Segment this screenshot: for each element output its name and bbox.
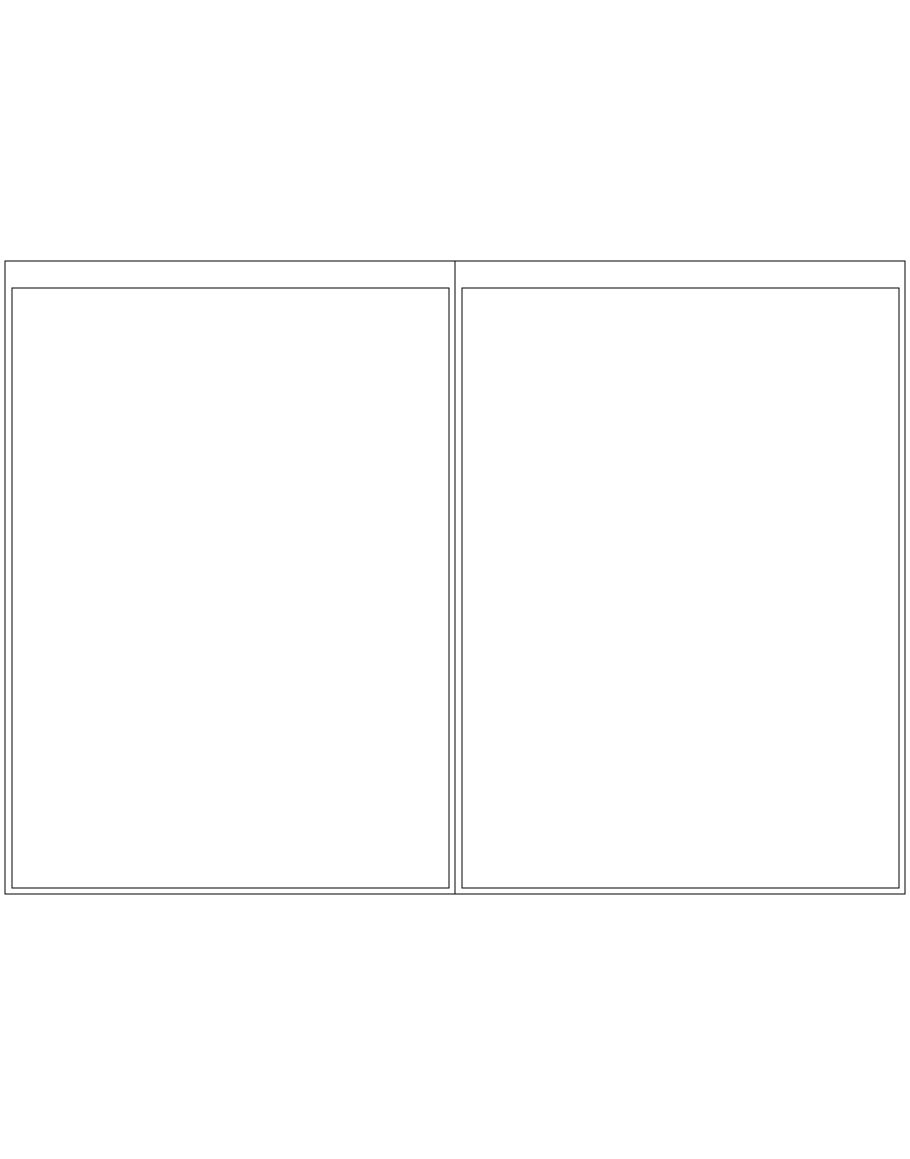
sheet1-frame	[12, 288, 449, 888]
sheet2-frame	[462, 288, 899, 888]
